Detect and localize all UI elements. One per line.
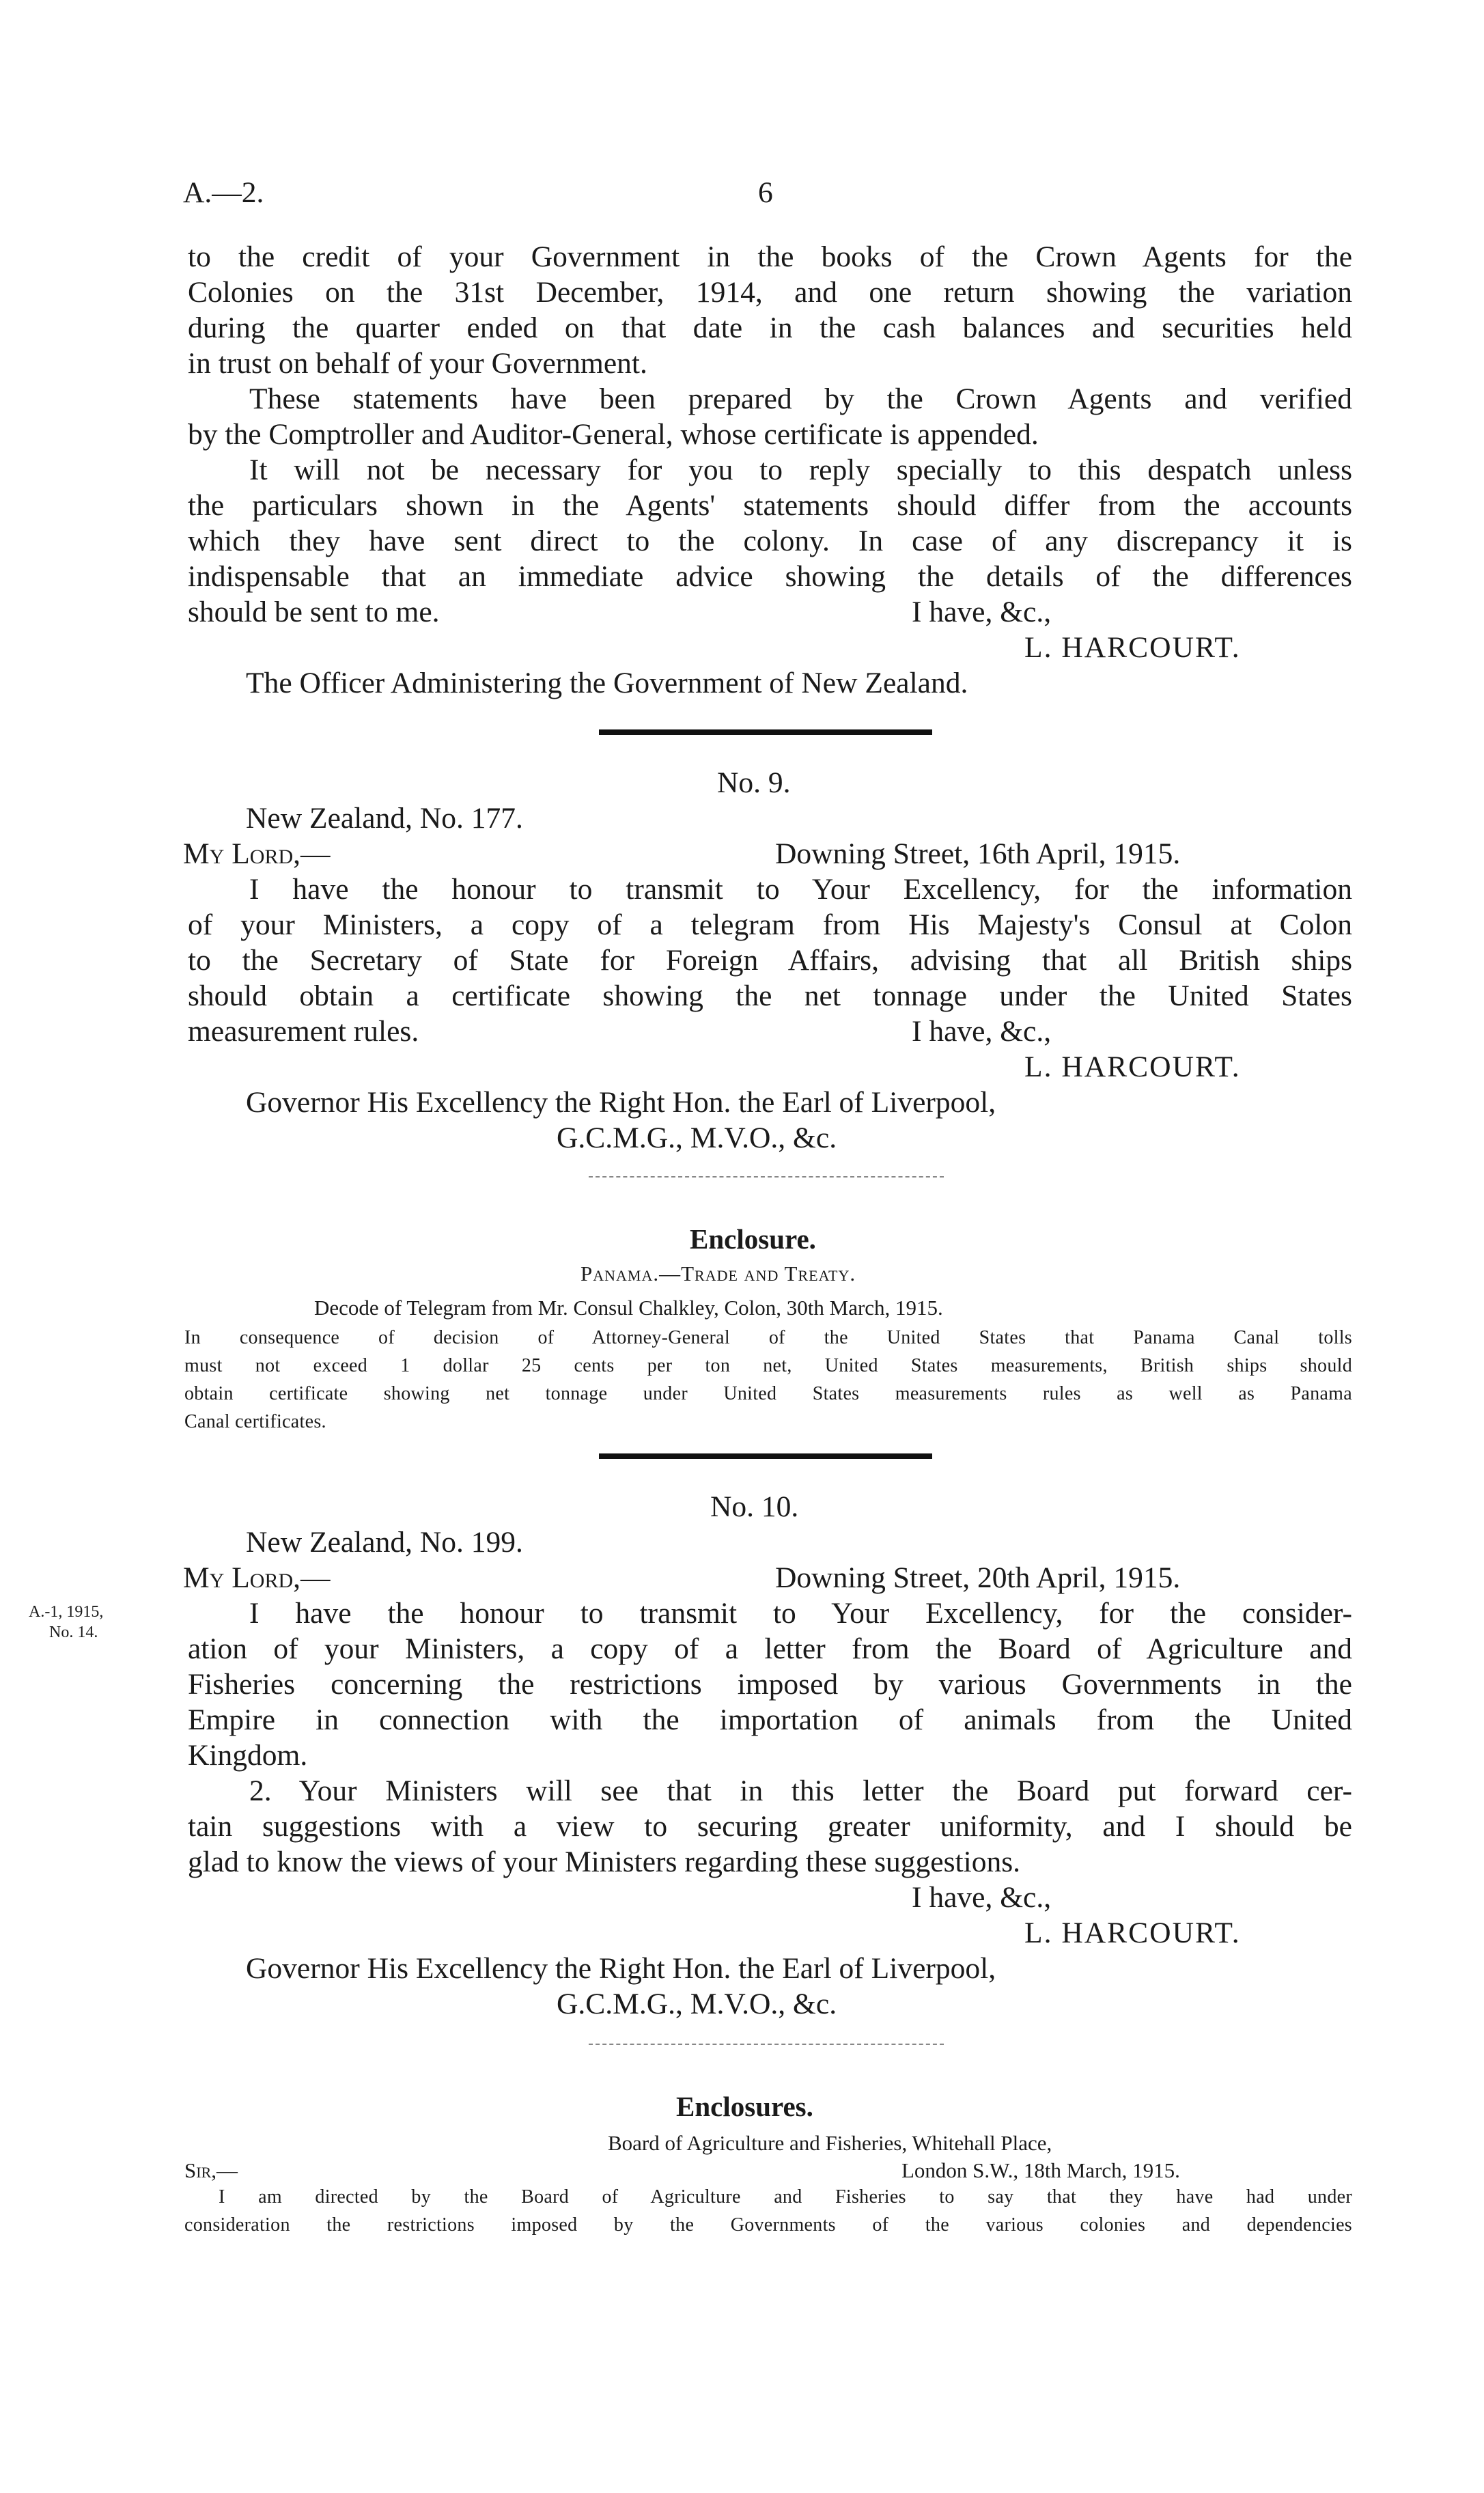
body-line: Empire in connection with the importation of animals from the United [188, 1703, 1352, 1736]
dashed-divider [589, 2044, 944, 2046]
letter-salutation: Sir,— [184, 2158, 238, 2182]
place-date: Downing Street, 16th April, 1915. [775, 837, 1181, 870]
dashed-divider [589, 1176, 944, 1179]
intro-line: indispensable that an immediate advice showing the details of the differences [188, 560, 1352, 593]
body-line: of your Ministers, a copy of a telegram from His Majesty's Consul at Colon [188, 908, 1352, 941]
body-line: should obtain a certificate showing the net tonnage under the United States [188, 979, 1352, 1012]
enclosures-heading: Enclosures. [676, 2091, 813, 2122]
salutation: My Lord,— [183, 1561, 331, 1594]
dispatch-reference: New Zealand, No. 177. [246, 802, 523, 835]
intro-line: It will not be necessary for you to reply specially to this despatch unless [249, 454, 1352, 486]
letter-line: consideration the restrictions imposed by the Governments of the various colonies and dependencies [184, 2214, 1352, 2236]
body-line: tain suggestions with a view to securing greater uniformity, and I should be [188, 1810, 1352, 1843]
closing: I have, &c., [912, 1881, 1052, 1914]
intro-line: which they have sent direct to the colony. In case of any discrepancy it is [188, 525, 1352, 557]
intro-line: Colonies on the 31st December, 1914, and one return showing the variation [188, 276, 1352, 309]
addressee: Governor His Excellency the Right Hon. the Earl of Liverpool, [246, 1086, 996, 1119]
intro-line: These statements have been prepared by the Crown Agents and verified [249, 382, 1352, 415]
telegram-source: Decode of Telegram from Mr. Consul Chalkley, Colon, 30th March, 1915. [314, 1296, 943, 1320]
page-reference: A.—2. [183, 176, 264, 209]
letter-address: Board of Agriculture and Fisheries, Whitehall Place, [608, 2131, 1052, 2155]
letter-date: London S.W., 18th March, 1915. [901, 2158, 1180, 2182]
telegram-line: Canal certificates. [184, 1411, 326, 1432]
body-line: I have the honour to transmit to Your Excellency, for the consider- [249, 1597, 1352, 1630]
closing: I have, &c., [912, 1015, 1052, 1048]
enclosure-heading: Enclosure. [690, 1223, 816, 1255]
telegram-line: In consequence of decision of Attorney-General of the United States that Panama Canal tolls [184, 1327, 1352, 1348]
addressee-honours: G.C.M.G., M.V.O., &c. [557, 1122, 837, 1154]
intro-line: during the quarter ended on that date in the cash balances and securities held [188, 311, 1352, 344]
intro-line: the particulars shown in the Agents' statements should differ from the accounts [188, 489, 1352, 522]
letter-line: I am directed by the Board of Agriculture and Fisheries to say that they have had under [219, 2186, 1352, 2208]
telegram-line: must not exceed 1 dollar 25 cents per ton net, United States measurements, British ships should [184, 1355, 1352, 1376]
body-line: glad to know the views of your Ministers regarding these suggestions. [188, 1846, 1021, 1878]
intro-line: in trust on behalf of your Government. [188, 347, 647, 380]
closing: I have, &c., [912, 596, 1052, 628]
body-line: I have the honour to transmit to Your Excellency, for the information [249, 873, 1352, 906]
page-number: 6 [758, 176, 773, 209]
addressee-honours: G.C.M.G., M.V.O., &c. [557, 1988, 837, 2020]
intro-line: by the Comptroller and Auditor-General, whose certificate is appended. [188, 418, 1039, 451]
intro-line: to the credit of your Government in the books of the Crown Agents for the [188, 240, 1352, 273]
section-divider [599, 729, 932, 735]
dispatch-reference: New Zealand, No. 199. [246, 1526, 523, 1559]
body-line: to the Secretary of State for Foreign Affairs, advising that all British ships [188, 944, 1352, 977]
section-divider [599, 1453, 932, 1459]
place-date: Downing Street, 20th April, 1915. [775, 1561, 1181, 1594]
telegram-line: obtain certificate showing net tonnage under United States measurements rules as well as Panama [184, 1383, 1352, 1404]
signature: L. HARCOURT. [1024, 1050, 1241, 1083]
intro-line: should be sent to me. [188, 596, 440, 628]
body-line: measurement rules. [188, 1015, 419, 1048]
addressee: The Officer Administering the Government of New Zealand. [246, 667, 968, 699]
salutation: My Lord,— [183, 837, 331, 870]
body-line: ation of your Ministers, a copy of a letter from the Board of Agriculture and [188, 1632, 1352, 1665]
section-heading: No. 9. [717, 766, 791, 799]
signature: L. HARCOURT. [1024, 631, 1241, 664]
body-line: 2. Your Ministers will see that in this letter the Board put forward cer- [249, 1774, 1352, 1807]
addressee: Governor His Excellency the Right Hon. the Earl of Liverpool, [246, 1952, 996, 1985]
margin-note: No. 14. [49, 1624, 98, 1641]
body-line: Kingdom. [188, 1739, 308, 1772]
body-line: Fisheries concerning the restrictions imposed by various Governments in the [188, 1668, 1352, 1701]
enclosure-subheading: Panama.—Trade and Treaty. [580, 1262, 856, 1285]
section-heading: No. 10. [710, 1490, 799, 1523]
margin-note: A.-1, 1915, [29, 1603, 104, 1621]
signature: L. HARCOURT. [1024, 1917, 1241, 1949]
